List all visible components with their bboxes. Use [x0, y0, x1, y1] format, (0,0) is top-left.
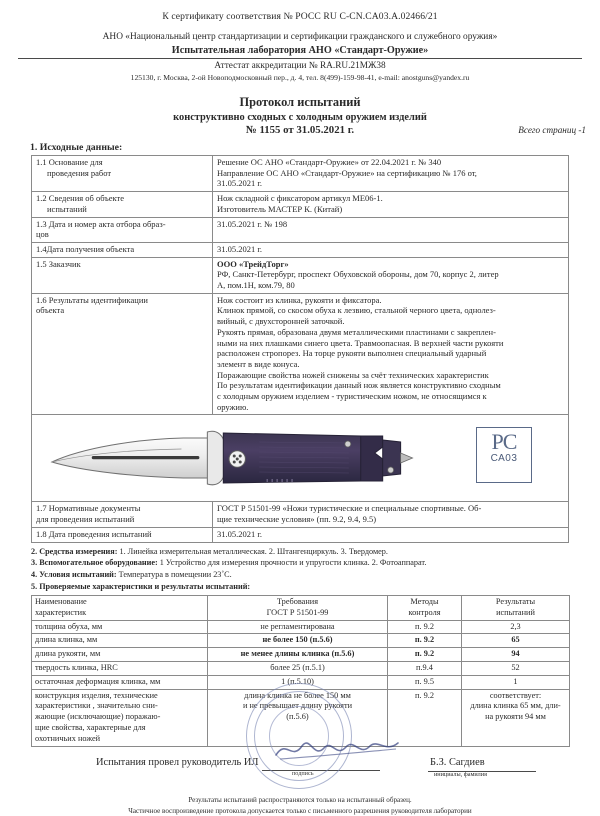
characteristic-requirement	[208, 634, 388, 648]
characteristic-requirement	[208, 675, 388, 689]
value-line: Клинок прямой, со скосом обуха к лезвию, стальной черного цвета, однолез-	[217, 305, 564, 316]
results-table-body	[32, 620, 570, 746]
characteristic-method	[388, 648, 462, 662]
cell-line: п. 9.2	[391, 691, 458, 702]
row-value-1-3	[213, 217, 569, 242]
characteristic-method	[388, 620, 462, 634]
characteristic-result	[462, 648, 570, 662]
cell-line: п. 9.5	[391, 677, 458, 688]
value-line: ными на них плашками синего цвета. Травмоопасная. В верхней части рукояти	[217, 338, 564, 349]
table-row	[32, 634, 570, 648]
cell-line: длина клинка 65 мм, дли-	[465, 701, 566, 712]
table-row	[32, 242, 569, 257]
results-table-head	[32, 596, 570, 621]
label-line: 1.5 Заказчик	[36, 259, 208, 270]
cell-line: п. 9.2	[391, 649, 458, 660]
signature-caption: подпись	[292, 770, 314, 777]
cell-line: п.9.4	[391, 663, 458, 674]
section-4	[31, 569, 600, 581]
characteristic-name	[32, 648, 208, 662]
cell-line: не более 150 (п.5.6)	[211, 635, 384, 646]
table-row	[32, 689, 570, 746]
section-5-title: 5. Проверяемые характеристики и результаты испытаний:	[31, 582, 250, 591]
section-4-title: 4. Условия испытаний:	[31, 570, 117, 579]
col-header-name	[32, 596, 208, 621]
table-row	[32, 217, 569, 242]
value-line: расположен стропорез. На торце рукояти выполнен специальный ударный	[217, 348, 564, 359]
cell-line: толщина обуха, мм	[35, 622, 204, 633]
rst-code: СА03	[477, 453, 531, 466]
table-row	[32, 502, 569, 527]
row-label-1-1	[32, 156, 213, 192]
row-value-1-6	[213, 293, 569, 415]
source-data-table	[31, 155, 569, 543]
row-label-1-7	[32, 502, 213, 527]
header-line: Методы	[391, 597, 458, 608]
table-row	[32, 415, 569, 502]
cell-line: характеристики , значительно сни-	[35, 701, 204, 712]
protocol-number: № 1155 от 31.05.2021 г.	[0, 124, 600, 136]
footnote-line: Результаты испытаний распространяются только на испытанный образец.	[0, 795, 600, 806]
cell-line: 94	[465, 649, 566, 660]
row-value-1-1	[213, 156, 569, 192]
cell-line: 1	[465, 677, 566, 688]
cell-line: длина клинка, мм	[35, 635, 204, 646]
cell-line: длина рукояти, мм	[35, 649, 204, 660]
laboratory-name: Испытательная лаборатория АНО «Стандарт-Оружие»	[14, 45, 586, 56]
value-line: Рукоять прямая, образована двумя металлическими пластинами с закреплен-	[217, 327, 564, 338]
row-value-1-7	[213, 502, 569, 527]
header-line: ГОСТ Р 51501-99	[211, 608, 384, 619]
cell-line: не регламентирована	[211, 622, 384, 633]
cell-line: п. 9.2	[391, 635, 458, 646]
source-data-body	[32, 156, 569, 543]
table-row	[32, 527, 569, 542]
table-row	[32, 156, 569, 192]
section-3-text: 1 Устройство для измерения прочности и упругости клинка. 2. Фотоаппарат.	[158, 558, 427, 567]
header-line: Наименование	[35, 597, 204, 608]
document-title-block	[0, 95, 600, 136]
section-4-text: Температура в помещении 23˚С.	[117, 570, 232, 579]
signature-line	[262, 770, 380, 771]
header-line: Требования	[211, 597, 384, 608]
label-line: 1.2 Сведения об объекте	[36, 193, 208, 204]
value-line: 31.05.2021 г.	[217, 178, 564, 189]
value-line: РФ, Санкт-Петербург, проспект Обуховской обороны, дом 70, корпус 2, литер	[217, 269, 564, 280]
characteristic-result	[462, 662, 570, 676]
characteristic-method	[388, 634, 462, 648]
value-line: А, пом.1Н, ком.79, 80	[217, 280, 564, 291]
characteristic-result	[462, 634, 570, 648]
label-line: 1.1 Основание для	[36, 157, 208, 168]
row-label-1-4	[32, 242, 213, 257]
cell-line: соответствует:	[465, 691, 566, 702]
label-line: проведения работ	[36, 168, 208, 179]
characteristic-method	[388, 662, 462, 676]
cell-line: (п.5.6)	[211, 712, 384, 723]
laboratory-address: 125130, г. Москва, 2-ой Новоподмосковный пер., д. 4, тел. 8(499)-159-98-41, e-mail: anostguns@yandex.ru	[14, 73, 586, 82]
knife-photo-cell	[32, 415, 569, 502]
characteristic-requirement	[208, 620, 388, 634]
header-line: Результаты	[465, 597, 566, 608]
table-row	[32, 648, 570, 662]
characteristic-result	[462, 689, 570, 746]
footnote-line: Частичное воспроизведение протокола допускается только с письменного разрешения руководителя лаборатории	[0, 806, 600, 816]
page-title: Протокол испытаний	[0, 95, 600, 110]
signatory-name-caption: инициалы, фамилия	[434, 771, 487, 778]
cell-line: длина клинка не более 150 мм	[211, 691, 384, 702]
value-line: элемент в виде конуса.	[217, 359, 564, 370]
characteristic-name	[32, 662, 208, 676]
characteristic-name	[32, 689, 208, 746]
characteristic-requirement	[208, 648, 388, 662]
signature-block	[0, 757, 600, 783]
certificate-reference: К сертификату соответствия № РОСС RU C-CN.CA03.A.02466/21	[14, 11, 586, 22]
document-page	[0, 11, 600, 811]
characteristic-requirement	[208, 662, 388, 676]
cell-line: 65	[465, 635, 566, 646]
cell-line: на рукояти 94 мм	[465, 712, 566, 723]
value-line: 31.05.2021 г. № 198	[217, 219, 564, 230]
header-divider	[18, 58, 582, 59]
cell-line: охотничьих ножей	[35, 734, 204, 745]
table-row	[32, 662, 570, 676]
characteristic-requirement	[208, 689, 388, 746]
table-header-row	[32, 596, 570, 621]
accreditation-certificate: Аттестат аккредитации № RA.RU.21МЖ38	[14, 61, 586, 71]
organization-name: АНО «Национальный центр стандартизации и сертификации гражданского и служебного оружия»	[14, 32, 586, 42]
customer-name: ООО «ТрейдТорг»	[217, 259, 564, 270]
value-line: 31.05.2021 г.	[217, 244, 564, 255]
value-line: Нож состоит из клинка, рукояти и фиксатора.	[217, 295, 564, 306]
cell-line: твердость клинка, HRC	[35, 663, 204, 674]
label-line: цов	[36, 229, 208, 240]
value-line: с холодным оружием изделием - туристическим ножом, не относящимся к	[217, 391, 564, 402]
label-line: 1.4Дата получения объекта	[36, 244, 208, 255]
section-3	[31, 557, 600, 569]
cell-line: более 25 (п.5.1)	[211, 663, 384, 674]
row-label-1-5	[32, 257, 213, 293]
results-table	[31, 595, 570, 746]
label-line: объекта	[36, 305, 208, 316]
section-3-title: 3. Вспомогательное оборудование:	[31, 558, 158, 567]
table-row	[32, 620, 570, 634]
characteristic-method	[388, 689, 462, 746]
value-line: ГОСТ Р 51501-99 «Ножи туристические и специальные спортивные. Об-	[217, 503, 564, 514]
value-line: Поражающие свойства ножей снижены за счёт технических характеристик	[217, 370, 564, 381]
label-line: для проведения испытаний	[36, 514, 208, 525]
value-line: Решение ОС АНО «Стандарт-Оружие» от 22.04.2021 г. № 340	[217, 157, 564, 168]
section-1-heading: 1. Исходные данные:	[30, 142, 600, 153]
label-line: 1.8 Дата проведения испытаний	[36, 529, 208, 540]
document-header	[0, 11, 600, 82]
col-header-method	[388, 596, 462, 621]
header-line: испытаний	[465, 608, 566, 619]
total-pages-note: Всего страниц -1	[518, 125, 586, 135]
characteristic-method	[388, 675, 462, 689]
value-line: По результатам идентификации данный нож является конструктивно сходным	[217, 380, 564, 391]
characteristic-name	[32, 634, 208, 648]
row-label-1-3	[32, 217, 213, 242]
cell-line: остаточная деформация клинка, мм	[35, 677, 204, 688]
row-value-1-4	[213, 242, 569, 257]
section-2-title: 2. Средства измерения:	[31, 547, 117, 556]
header-line: контроля	[391, 608, 458, 619]
table-row	[32, 257, 569, 293]
characteristic-result	[462, 620, 570, 634]
col-header-result	[462, 596, 570, 621]
characteristic-name	[32, 675, 208, 689]
row-value-1-2	[213, 192, 569, 217]
cell-line: конструкция изделия, технические	[35, 691, 204, 702]
row-value-1-5	[213, 257, 569, 293]
rst-certification-mark	[476, 427, 532, 483]
label-line: испытаний	[36, 204, 208, 215]
section-2	[31, 546, 600, 558]
cell-line: жающие (исключающие) поражаю-	[35, 712, 204, 723]
rst-glyph: РC	[477, 431, 531, 453]
table-row	[32, 293, 569, 415]
value-line: щие технические условия» (пп. 9.2, 9.4, 9.5)	[217, 514, 564, 525]
table-row	[32, 675, 570, 689]
label-line: 1.3 Дата и номер акта отбора образ-	[36, 219, 208, 230]
row-label-1-6	[32, 293, 213, 415]
value-line: Изготовитель МАСТЕР К. (Китай)	[217, 204, 564, 215]
label-line: 1.6 Результаты идентификации	[36, 295, 208, 306]
cell-line: не менее длины клинка (п.5.6)	[211, 649, 384, 660]
row-value-1-8	[213, 527, 569, 542]
header-line: характеристик	[35, 608, 204, 619]
cell-line: п. 9.2	[391, 622, 458, 633]
page-subtitle: конструктивно сходных с холодным оружием изделий	[0, 112, 600, 123]
value-line: вийный, с двухсторонней заточкой.	[217, 316, 564, 327]
cell-line: 52	[465, 663, 566, 674]
row-label-1-8	[32, 527, 213, 542]
col-header-requirement	[208, 596, 388, 621]
section-2-text: 1. Линейка измерительная металлическая. 2. Штангенциркуль. 3. Твердомер.	[117, 547, 388, 556]
row-label-1-2	[32, 192, 213, 217]
characteristic-result	[462, 675, 570, 689]
mid-sections	[31, 546, 600, 594]
characteristic-name	[32, 620, 208, 634]
value-line: 31.05.2021 г.	[217, 529, 564, 540]
footnotes	[0, 795, 600, 816]
table-row	[32, 192, 569, 217]
cell-line: щие свойства, характерные для	[35, 723, 204, 734]
value-line: Нож складной с фиксатором артикул ME06-1.	[217, 193, 564, 204]
signatory-name: Б.З. Сагдиев	[430, 757, 485, 768]
value-line: Направление ОС АНО «Стандарт-Оружие» на сертификацию № 176 от,	[217, 168, 564, 179]
cell-line: 1 (п.5.10)	[211, 677, 384, 688]
cell-line: 2,3	[465, 622, 566, 633]
value-line: оружию.	[217, 402, 564, 413]
cell-line: и не превышает длину рукояти	[211, 701, 384, 712]
section-5	[31, 581, 600, 593]
label-line: 1.7 Нормативные документы	[36, 503, 208, 514]
signature-role: Испытания провел руководитель ИЛ	[96, 757, 258, 768]
